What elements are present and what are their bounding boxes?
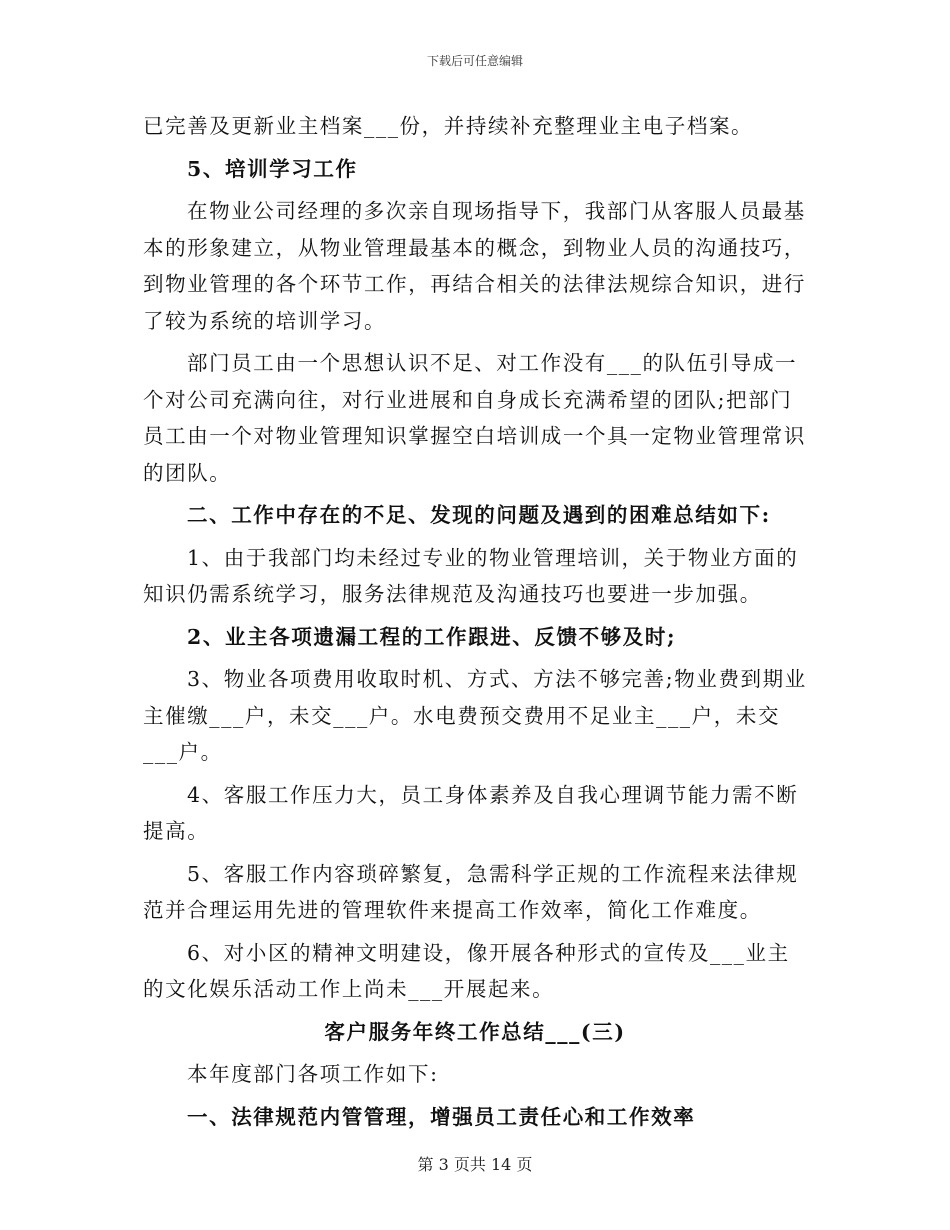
paragraph-training-detail: 在物业公司经理的多次亲自现场指导下，我部门从客服人员最基本的形象建立，从物业管理最基本的概念，到物业人员的沟通技巧，到物业管理的各个环节工作，再结合相关的法律法规综合知识，进行了较为系统的培训学习。	[143, 199, 806, 333]
section-title: 客户服务年终工作总结___(三)	[324, 1019, 626, 1044]
paragraph-problem-2: 2、业主各项遗漏工程的工作跟进、反馈不够及时;	[187, 624, 677, 649]
document-body	[143, 108, 807, 1135]
paragraph-archive-status: 已完善及更新业主档案___份，并持续补充整理业主电子档案。	[143, 114, 754, 138]
page-header: 下载后可任意编辑	[426, 54, 523, 68]
paragraph-problem-5: 5、客服工作内容琐碎繁复，急需科学正规的工作流程来法律规范并合理运用先进的管理软件来提高工作效率，简化工作难度。	[143, 861, 799, 922]
heading-problems: 二、工作中存在的不足、发现的问题及遇到的困难总结如下:	[187, 503, 771, 527]
paragraph-problem-1: 1、由于我部门均未经过专业的物业管理培训，关于物业方面的知识仍需系统学习，服务法律规范及沟通技巧也要进一步加强。	[143, 545, 799, 606]
paragraph-problem-4: 4、客服工作压力大，员工身体素养及自我心理调节能力需不断提高。	[143, 782, 799, 843]
heading-section-1: 一、法律规范内管管理，增强员工责任心和工作效率	[187, 1104, 696, 1129]
paragraph-intro: 本年度部门各项工作如下:	[187, 1062, 439, 1086]
paragraph-team-growth: 部门员工由一个思想认识不足、对工作没有___的队伍引导成一个对公司充满向往，对行业进展和自身成长充满希望的团队;把部门员工由一个对物业管理知识掌握空白培训成一个具一定物业管理常识的团队。	[143, 351, 806, 485]
paragraph-problem-3: 3、物业各项费用收取时机、方式、方法不够完善;物业费到期业主催缴___户，未交___户。水电费预交费用不足业主___户，未交___户。	[143, 667, 807, 764]
paragraph-problem-6: 6、对小区的精神文明建设，像开展各种形式的宣传及___业主的文化娱乐活动工作上尚未___开展起来。	[143, 940, 790, 1001]
page-footer: 第 3 页共 14 页	[417, 1155, 533, 1174]
heading-training: 5、培训学习工作	[187, 156, 358, 181]
